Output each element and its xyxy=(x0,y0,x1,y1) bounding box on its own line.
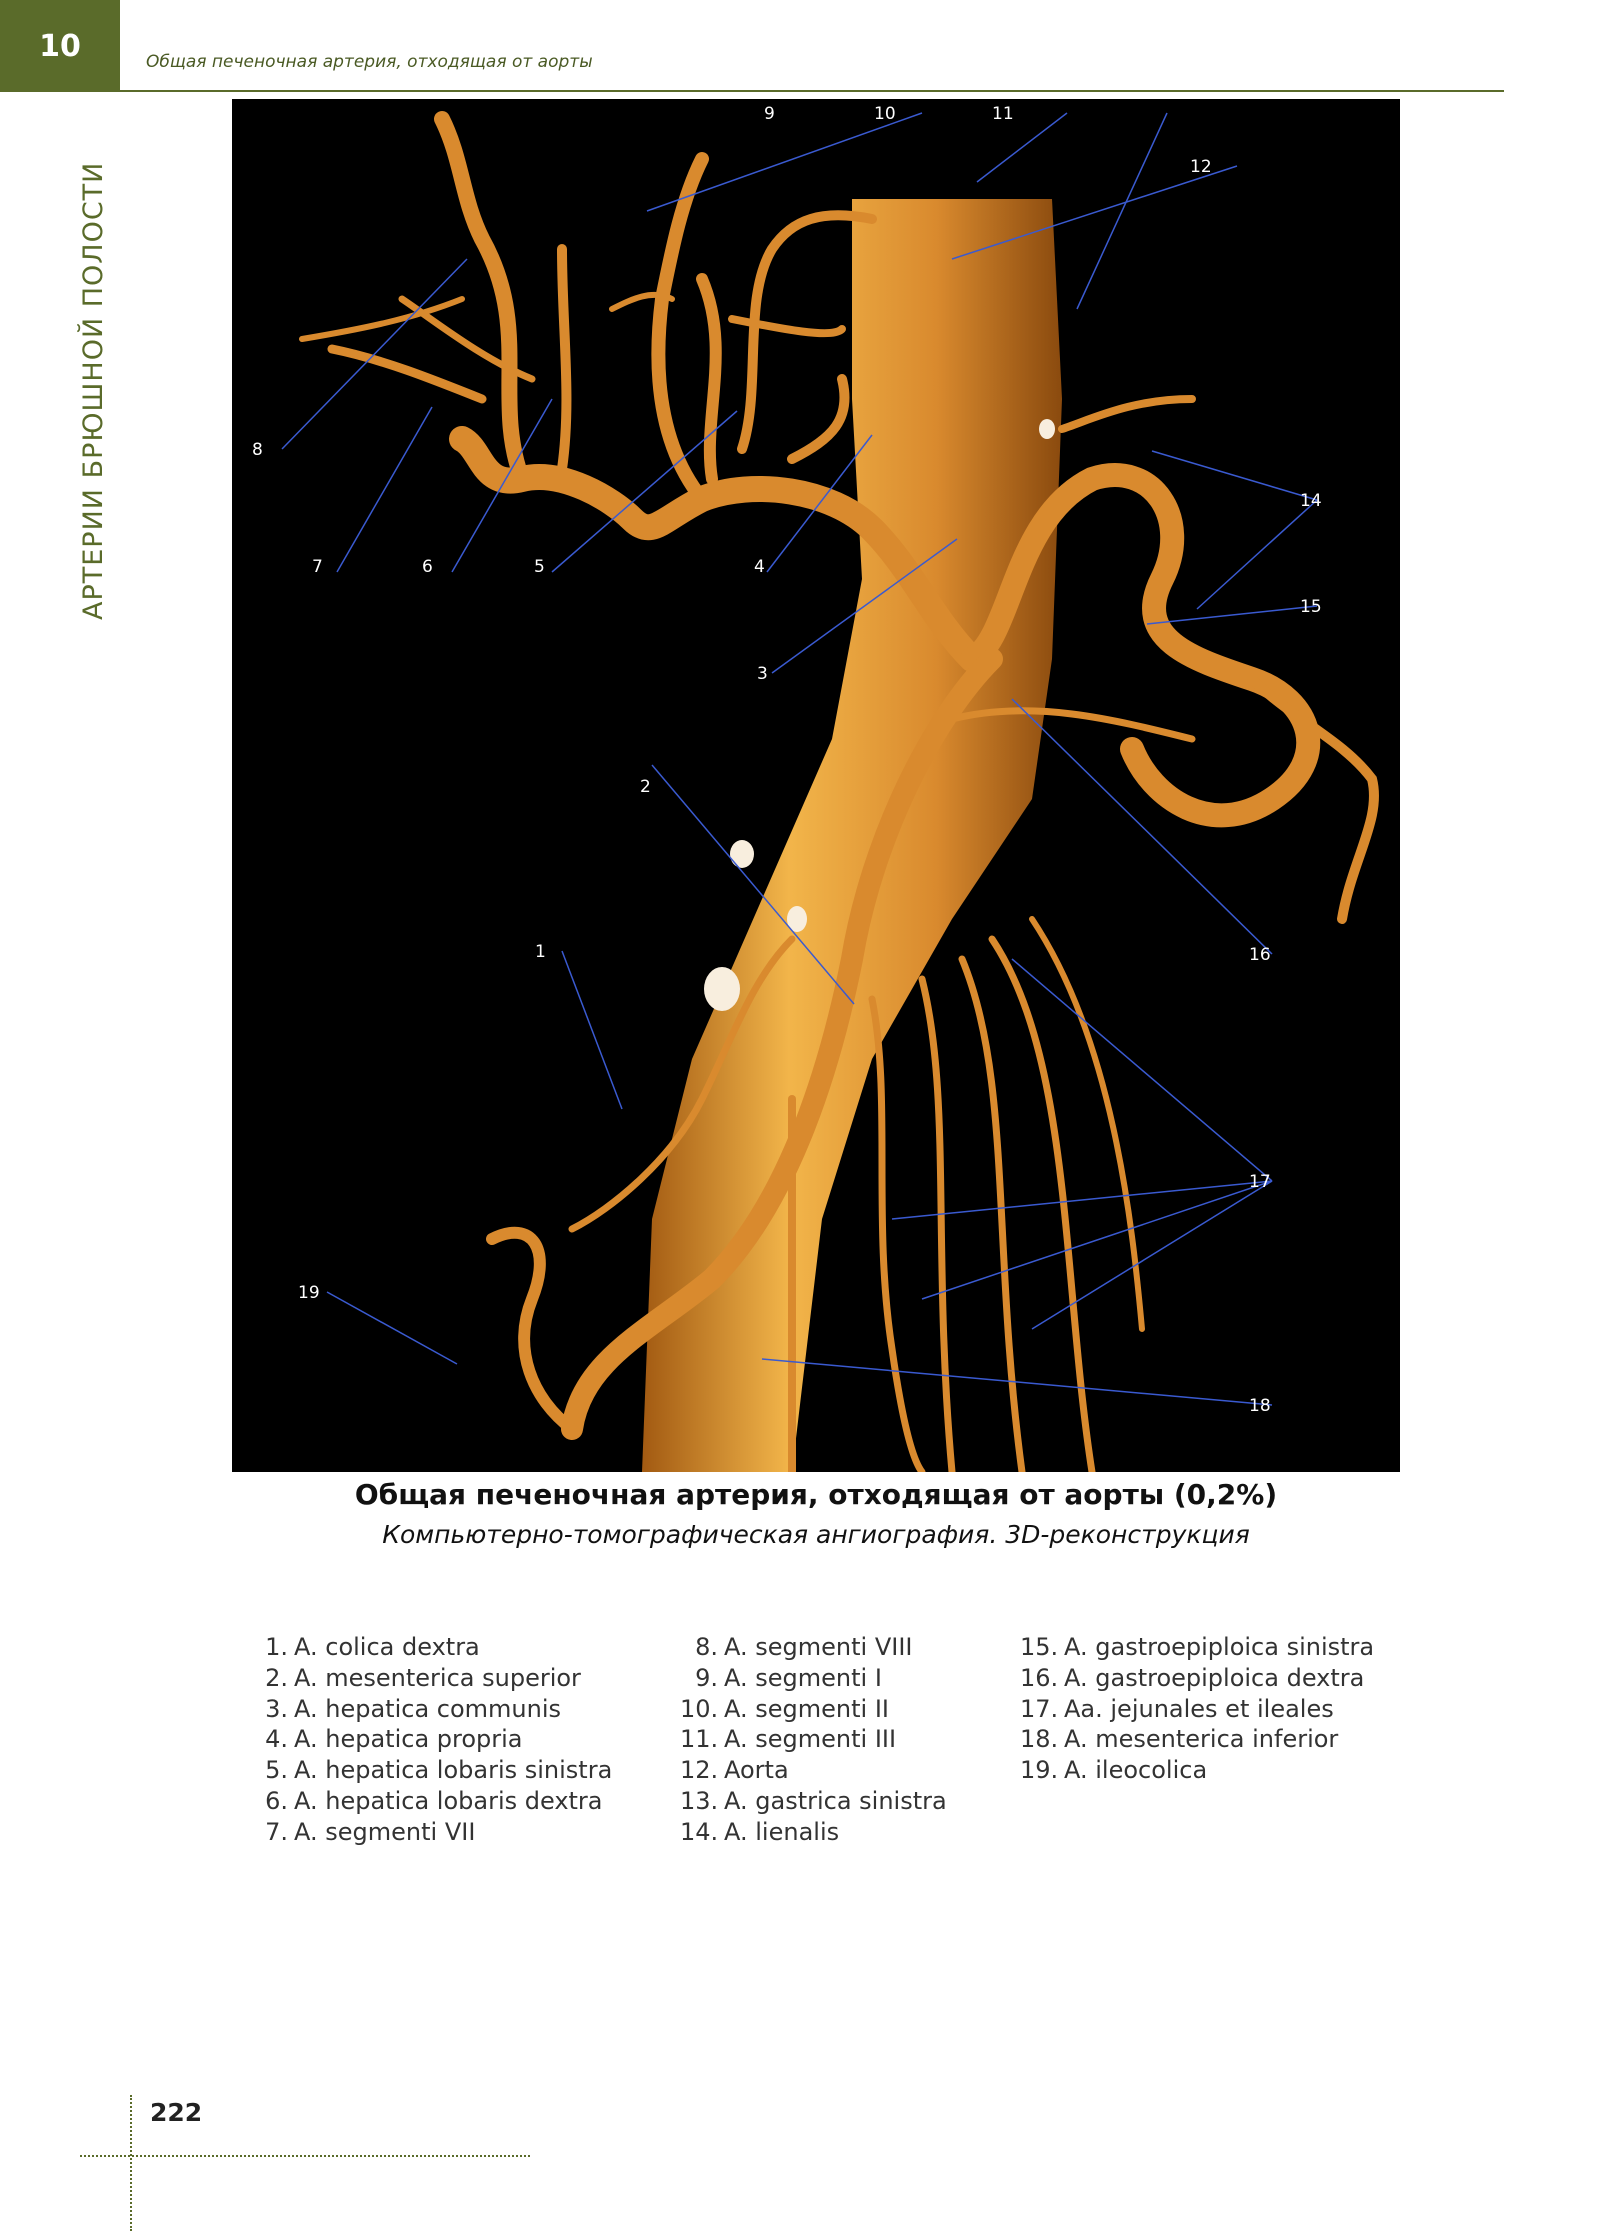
figure-label-14: 14 xyxy=(1300,491,1322,511)
figure-label-2: 2 xyxy=(640,777,651,797)
figure-label-1: 1 xyxy=(535,942,546,962)
running-title: Общая печеночная артерия, отходящая от аорты xyxy=(146,52,593,72)
legend-item: 8. A. segmenti VIII xyxy=(695,1633,913,1661)
legend-item: 19. A. ileocolica xyxy=(1020,1756,1208,1785)
legend-item: 9. A. segmenti I xyxy=(695,1663,882,1692)
footer-dotted-rule xyxy=(80,2155,530,2157)
figure-label-5: 5 xyxy=(534,557,545,577)
legend-item: 16. A. gastroepiploica dextra xyxy=(1020,1663,1365,1692)
section-side-tab: АРТЕРИИ БРЮШНОЙ ПОЛОСТИ xyxy=(78,161,109,620)
angiography-figure xyxy=(232,99,1400,1472)
legend-item: 5. A. hepatica lobaris sinistra xyxy=(265,1756,613,1785)
legend-item: 10. A. segmenti II xyxy=(680,1694,889,1723)
legend-item: 6. A. hepatica lobaris dextra xyxy=(265,1786,603,1815)
legend-item: 17. Aa. jejunales et ileales xyxy=(1020,1694,1334,1723)
legend-item: 18. A. mesenterica inferior xyxy=(1020,1725,1339,1754)
figure-label-9: 9 xyxy=(764,104,775,124)
angiography-image xyxy=(232,99,1400,1472)
figure-label-12: 12 xyxy=(1190,157,1212,177)
header-rule xyxy=(120,90,1504,92)
figure-label-18: 18 xyxy=(1249,1396,1271,1416)
figure-label-19: 19 xyxy=(298,1283,320,1303)
legend-item: 12. Aorta xyxy=(680,1756,789,1785)
footer-dotted-rule-vertical xyxy=(130,2095,132,2231)
figure-label-11: 11 xyxy=(992,104,1014,124)
legend-item: 11. A. segmenti III xyxy=(680,1725,897,1754)
figure-label-10: 10 xyxy=(874,104,896,124)
chapter-number: 10 xyxy=(0,0,120,92)
legend-item: 15. A. gastroepiploica sinistra xyxy=(1020,1633,1375,1661)
legend-column-1 xyxy=(250,1632,612,1848)
figure-caption-subtitle: Компьютерно-томографическая ангиография. 3D-реконструкция xyxy=(382,1520,1250,1549)
legend-item: 7. A. segmenti VII xyxy=(265,1817,476,1846)
legend-column-2 xyxy=(680,1632,947,1848)
figure-label-7: 7 xyxy=(312,557,323,577)
figure-label-15: 15 xyxy=(1300,597,1322,617)
legend-item: 1. A. colica dextra xyxy=(265,1633,480,1661)
legend-item: 2. A. mesenterica superior xyxy=(265,1663,581,1692)
legend-item: 13. A. gastrica sinistra xyxy=(680,1786,947,1815)
legend-item: 3. A. hepatica communis xyxy=(265,1694,562,1723)
figure-label-17: 17 xyxy=(1249,1172,1271,1192)
figure-caption-title: Общая печеночная артерия, отходящая от аорты (0,2%) xyxy=(354,1478,1278,1511)
figure-label-3: 3 xyxy=(757,664,768,684)
legend-item: 14. A. lienalis xyxy=(680,1817,840,1846)
figure-label-8: 8 xyxy=(252,440,263,460)
figure-label-16: 16 xyxy=(1249,945,1271,965)
figure-label-6: 6 xyxy=(422,557,433,577)
page-number: 222 xyxy=(150,2098,203,2127)
legend-column-3 xyxy=(1020,1632,1374,1786)
figure-label-4: 4 xyxy=(754,557,765,577)
legend-item: 4. A. hepatica propria xyxy=(265,1725,523,1754)
